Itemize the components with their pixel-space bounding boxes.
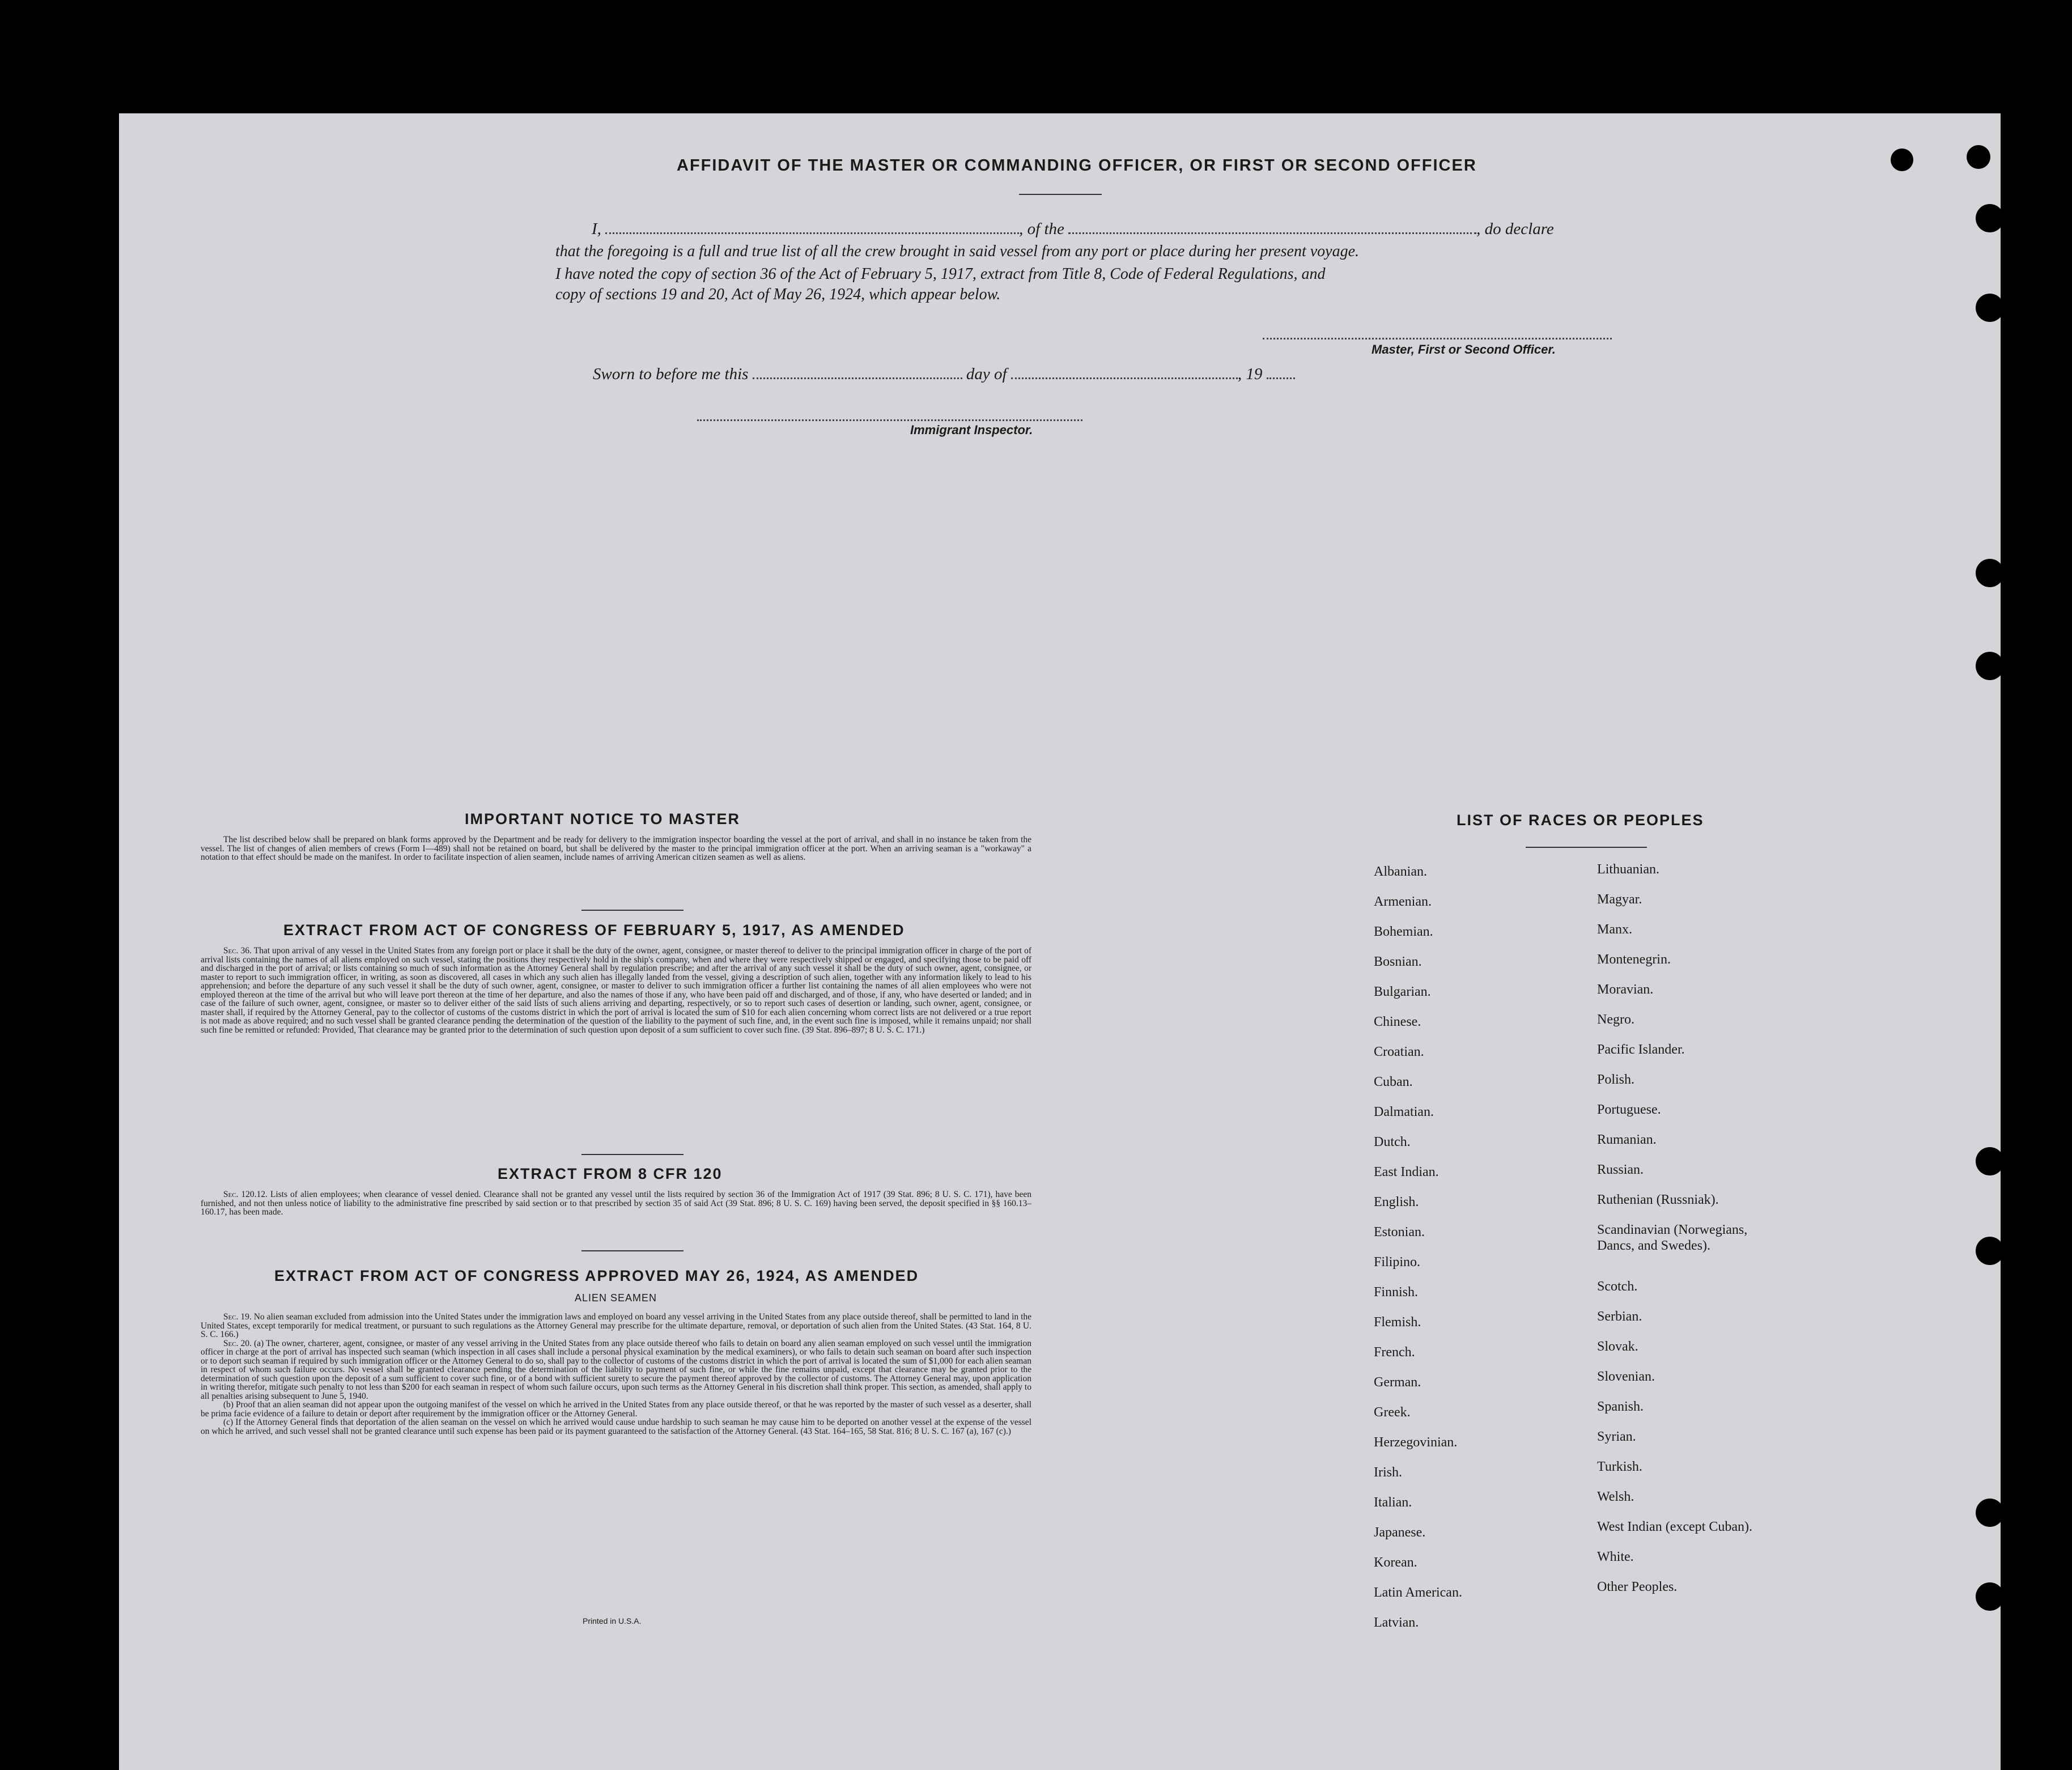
notice-body: [201, 835, 1031, 862]
race-item: Magyar.: [1597, 892, 1642, 907]
race-item: Lithuanian.: [1597, 862, 1659, 877]
month-blank: [1011, 377, 1238, 379]
race-item: Welsh.: [1597, 1489, 1634, 1504]
race-item: West Indian (except Cuban).: [1597, 1519, 1752, 1534]
alien-seamen-subtitle: ALIEN SEAMEN: [575, 1292, 657, 1304]
punch-hole: [1976, 204, 2004, 232]
affidavit-text: , do declare: [1476, 220, 1554, 238]
punch-hole: [1976, 559, 2004, 587]
name-blank: [605, 232, 1019, 234]
race-item: German.: [1374, 1375, 1421, 1390]
divider: [1019, 194, 1102, 195]
sworn-line: [593, 363, 1295, 385]
section-label: Sec. 120.12.: [223, 1190, 268, 1199]
extract-1924-body: [201, 1313, 1031, 1436]
affidavit-text: , of the: [1019, 220, 1064, 238]
punch-hole: [1976, 1582, 2004, 1611]
section-label: Sec. 19.: [223, 1312, 252, 1322]
race-item: Latvian.: [1374, 1615, 1419, 1630]
race-item: Ruthenian (Russniak).: [1597, 1192, 1719, 1207]
race-item: Croatian.: [1374, 1045, 1424, 1059]
affidavit-line3: I have noted the copy of section 36 of the Act of February 5, 1917, extract from Title 8, Code of Federal Regulations, and: [555, 265, 1326, 283]
race-item: Syrian.: [1597, 1429, 1636, 1444]
extract-1917-title: EXTRACT FROM ACT OF CONGRESS OF FEBRUARY 5, 1917, AS AMENDED: [283, 922, 905, 939]
sworn-text: Sworn to before me this: [593, 365, 749, 383]
sworn-text: day of: [966, 365, 1007, 383]
race-item: Slovak.: [1597, 1339, 1638, 1354]
affidavit-line1: [592, 218, 1612, 240]
punch-hole: [1976, 1499, 2004, 1527]
race-item: White.: [1597, 1550, 1634, 1564]
race-item: Dancs, and Swedes).: [1597, 1238, 1710, 1253]
scan-speck: [1226, 91, 1230, 94]
race-item: Dutch.: [1374, 1135, 1411, 1149]
section-label: Sec. 36.: [223, 946, 252, 956]
extract-1924-title: EXTRACT FROM ACT OF CONGRESS APPROVED MAY 26, 1924, AS AMENDED: [274, 1267, 919, 1284]
race-item: Albanian.: [1374, 864, 1427, 879]
race-item: Dalmatian.: [1374, 1105, 1434, 1119]
section-label: Sec. 20.: [223, 1338, 252, 1348]
race-item: Latin American.: [1374, 1585, 1462, 1600]
race-item: Armenian.: [1374, 894, 1432, 909]
race-item: Korean.: [1374, 1555, 1417, 1570]
affidavit-line4: copy of sections 19 and 20, Act of May 26, 1924, which appear below.: [555, 286, 1001, 303]
race-item: Pacific Islander.: [1597, 1042, 1685, 1057]
race-item: Filipino.: [1374, 1255, 1421, 1270]
divider: [581, 1250, 683, 1251]
race-item: Japanese.: [1374, 1525, 1426, 1540]
affidavit-line2: that the foregoing is a full and true list of all the crew brought in said vessel from any port or place during her present voyage.: [555, 243, 1360, 260]
race-item: Polish.: [1597, 1072, 1635, 1087]
race-item: Flemish.: [1374, 1315, 1421, 1330]
punch-hole: [1976, 652, 2004, 680]
race-item: Manx.: [1597, 922, 1632, 937]
inspector-blank: [697, 419, 1082, 421]
section-text: Lists of alien employees; when clearance of vessel denied. Clearance shall not be granted any vessel until the lists required by section 36 of the Immigration Act of 1917 (39 Stat. 896; 8 U. S. C. 171), have been furnished, and not then unless notice of liability to the administrative fine prescribed by said section or to that prescribed by section 35 of said Act (39 Stat. 896; 8 U. S. C. 169) having been served, the deposit specified in §§ 160.13–160.17, has been made.: [201, 1190, 1031, 1217]
race-item: French.: [1374, 1345, 1415, 1360]
races-title: LIST OF RACES OR PEOPLES: [1457, 812, 1704, 829]
punch-hole: [1976, 1147, 2004, 1175]
race-item: Scotch.: [1597, 1279, 1638, 1294]
race-item: Slovenian.: [1597, 1369, 1655, 1384]
year-blank: [1267, 377, 1295, 379]
race-item: English.: [1374, 1195, 1419, 1209]
race-item: Moravian.: [1597, 982, 1654, 997]
section-text: (c) If the Attorney General finds that deportation of the alien seaman on the vessel on which he arrived would cause undue hardship to such seaman he may cause him to be deported on another vessel at the expense of the vessel on which he arrived, and such vessel shall not be granted clearance until such expense has been paid or its payment guaranteed to the satisfaction of the Attorney General. (43 Stat. 164–165, 58 Stat. 816; 8 U. S. C. 167 (a), 167 (c).): [201, 1417, 1031, 1436]
extract-cfr-title: EXTRACT FROM 8 CFR 120: [498, 1165, 723, 1182]
race-item: Serbian.: [1597, 1309, 1642, 1324]
printed-in-usa: Printed in U.S.A.: [583, 1616, 642, 1625]
extract-1917-body: [201, 946, 1031, 1034]
divider: [581, 1154, 683, 1155]
affidavit-title: AFFIDAVIT OF THE MASTER OR COMMANDING OFFICER, OR FIRST OR SECOND OFFICER: [677, 156, 1477, 175]
race-item: East Indian.: [1374, 1165, 1439, 1179]
race-item: Montenegrin.: [1597, 952, 1671, 967]
race-item: Turkish.: [1597, 1459, 1642, 1474]
race-item: Greek.: [1374, 1405, 1411, 1420]
race-item: Scandinavian (Norwegians,: [1597, 1223, 1748, 1237]
punch-hole: [1976, 1237, 2004, 1265]
section-text: No alien seaman excluded from admission into the United States under the immigration laws and employed on board any vessel arriving in the United States from any place outside thereof, shall be permitted to land in the United States, except temporarily for medical treatment, or pursuant to such regulations as the Attorney General may prescribe for the ultimate departure, removal, or deportation of such alien from the United States. (43 Stat. 164, 8 U. S. C. 166.): [201, 1312, 1032, 1339]
notice-title: IMPORTANT NOTICE TO MASTER: [465, 810, 740, 827]
day-blank: [753, 377, 962, 379]
sworn-text: , 19: [1237, 365, 1263, 383]
vessel-blank: [1068, 232, 1476, 234]
race-item: Russian.: [1597, 1162, 1644, 1177]
race-item: Estonian.: [1374, 1225, 1425, 1240]
race-item: Portuguese.: [1597, 1102, 1661, 1117]
punch-hole: [1976, 294, 2004, 322]
signer-label: Master, First or Second Officer.: [1372, 342, 1556, 356]
divider: [581, 910, 683, 911]
section-text: (b) Proof that an alien seaman did not appear upon the outgoing manifest of the vessel on which he arrived in the United States from any place outside thereof, or that he was reported by the master of such vessel as a deserter, shall be prima facie evidence of a failure to detain or deport after requirement by the immigration officer or the Attorney General.: [201, 1400, 1031, 1419]
extract-cfr-body: [201, 1190, 1031, 1217]
race-item: Herzegovinian.: [1374, 1435, 1458, 1450]
inspector-label: Immigrant Inspector.: [910, 423, 1033, 437]
signature-blank: [1263, 338, 1612, 339]
race-item: Chinese.: [1374, 1015, 1421, 1029]
race-item: Negro.: [1597, 1012, 1634, 1027]
race-item: Bulgarian.: [1374, 984, 1431, 999]
notice-text: The list described below shall be prepared on blank forms approved by the Department and be ready for delivery to the immigration inspector boarding the vessel at the port of arrival, and shall in no instance be taken from the vessel. The list of changes of alien members of crews (Form I—489) shall not be retained on board, but shall be delivered by the master to the principal immigration officer at the port. When an arriving seaman is a "workaway" a notation to that effect should be made on the manifest. In order to facilitate inspection of alien seamen, include names of arriving American citizen seamen as well as aliens.: [201, 835, 1031, 862]
affidavit-text: I,: [592, 220, 601, 238]
divider: [1526, 847, 1647, 848]
race-item: Bohemian.: [1374, 924, 1433, 939]
race-item: Spanish.: [1597, 1399, 1644, 1414]
race-item: Italian.: [1374, 1495, 1412, 1510]
race-item: Cuban.: [1374, 1075, 1413, 1089]
section-text: That upon arrival of any vessel in the United States from any foreign port or place it shall be the duty of the owner, agent, consignee, or master thereof to deliver to the principal immigration officer in charge of the port of arrival lists containing the names of all aliens employed on such vessel, stating the positions they respectively hold in the ship's company, when and where they were respectively shipped or engaged, and specifying those to be paid off and discharged in the port of arrival; or lists containing so much of such information as the Attorney General shall by regulation prescribe; and after the arrival of any such vessel it shall be the duty of such owner, agent, consignee, or master to report to such immigration officer, in writing, as soon as discovered, all cases in which any such alien has illegally landed from the vessel, giving a description of such alien, together with any information likely to lead to his apprehension; and before the departure of any such vessel it shall be the duty of such owner, agent, consignee, or master to deliver to such immigration officer a further list containing the names of all alien employees who were not employed thereon at the time of the arrival but who will leave port thereon at the time of her departure, and also the names of those if any, who have been paid off and discharged, and of those, if any, who have deserted or landed; and in case of the failure of such owner, agent, consignee, or master so to deliver either of the said lists of such aliens arriving and departing, respectively, or so to report such cases of desertion or landing, such owner, agent, consignee, or master shall, if required by the Attorney General, pay to the collector of customs of the customs district in which the port of arrival is located the sum of $10 for each alien concerning whom correct lists are not delivered or a true report is not made as above required; and no such vessel shall be granted clearance pending the determination of the question of the liability to the payment of such fine, and, in the event such fine is imposed, while it remains unpaid; nor shall such fine be remitted or refunded: Provided, That clearance may be granted prior to the determination of such question upon deposit of a sum sufficient to cover such fine. (39 Stat. 896–897; 8 U. S. C. 171.): [201, 946, 1031, 1035]
punch-hole: [1891, 148, 1913, 171]
race-item: Rumanian.: [1597, 1132, 1657, 1147]
race-item: Irish.: [1374, 1465, 1402, 1480]
race-item: Bosnian.: [1374, 954, 1422, 969]
race-item: Other Peoples.: [1597, 1580, 1678, 1594]
race-item: Finnish.: [1374, 1285, 1419, 1300]
section-text: (a) The owner, charterer, agent, consignee, or master of any vessel arriving in the United States from any place outside thereof who fails to detain on board any alien seaman employed on such vessel until the immigration officer in charge at the port of arrival has inspected such seaman (which inspection in all cases shall include a personal physical examination by the medical examiners), or who fails to detain such seaman on board after such inspection or to deport such seaman if required by such immigration officer or the Attorney General to do so, shall pay to the collector of customs of the customs district in which the port of arrival is located the sum of $1,000 for each alien seaman in respect of whom such failure occurs. No vessel shall be granted clearance pending the determination of the liability to payment of such fine, or while the fine remains unpaid, except that clearance may be granted prior to the determination of such question upon the deposit of a sum sufficient to cover such fine, or of a bond with sufficient surety to secure the payment thereof approved by the collector of customs. The Attorney General may, upon application in writing therefor, mitigate such penalty to not less than $200 for each seaman in respect of whom such failure occurs, upon such terms as the Attorney General in his discretion shall think proper. This section, as amended, shall apply to all penalties arising subsequent to June 5, 1940.: [201, 1338, 1031, 1401]
punch-hole: [1967, 145, 1990, 169]
